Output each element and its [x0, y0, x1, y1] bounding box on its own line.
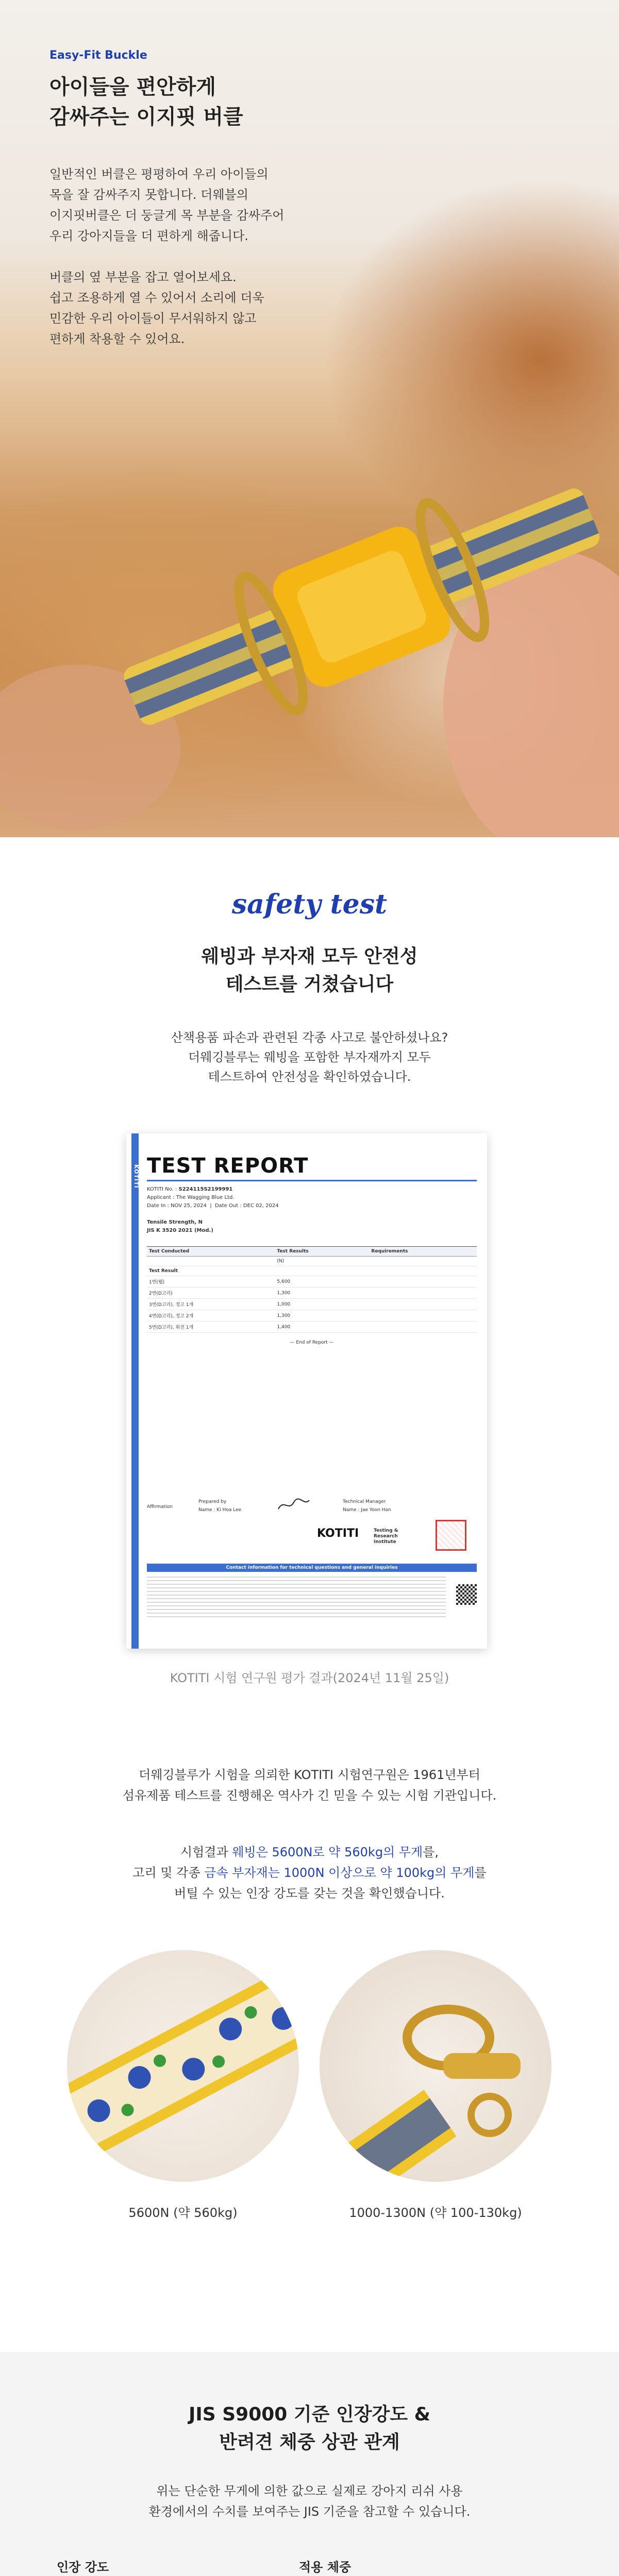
table-row — [147, 1310, 477, 1321]
report-value: 1,300 — [275, 1310, 369, 1321]
jis-header-strength: 인장 강도 — [52, 2548, 294, 2576]
report-no-label: KOTITI No. — [147, 1187, 174, 1192]
results-text: 를, — [423, 1845, 439, 1859]
jis-title: JIS S9000 기준 인장강도 & 반려견 체중 상관 관계 — [188, 2404, 431, 2453]
report-value: 1,000 — [275, 1299, 369, 1310]
results-text: 를 — [474, 1866, 487, 1880]
affirmation-label: Affirmation — [147, 1504, 173, 1510]
metal-ring-closeup-image — [320, 1950, 551, 2182]
date-out-label: Date Out — [214, 1203, 239, 1209]
results-text: 고리 및 각종 — [132, 1866, 205, 1880]
report-item: 5번(D고리), 회전 1개 — [147, 1321, 275, 1333]
results-text: 버틸 수 있는 인장 강도를 갖는 것을 확인했습니다. — [174, 1886, 445, 1901]
report-value: 1,400 — [275, 1321, 369, 1333]
hero-eyebrow: Easy-Fit Buckle — [49, 49, 147, 62]
test-name: Tensile Strength, N — [147, 1219, 203, 1225]
applicant-label: Applicant — [147, 1195, 171, 1200]
safety-script-title: safety test — [231, 889, 388, 920]
table-row — [147, 1276, 477, 1287]
report-value: 1,300 — [275, 1287, 369, 1299]
test-report-document — [126, 1133, 487, 1649]
report-results-table — [147, 1246, 477, 1333]
report-sidebar — [131, 1133, 139, 1649]
report-col-header: Test Results — [275, 1247, 369, 1257]
signature-image — [276, 1496, 312, 1514]
jis-header-weight: 적용 체중 — [294, 2548, 567, 2576]
report-end-note: — End of Report — — [290, 1340, 334, 1345]
report-no: S224115S2199991 — [178, 1187, 233, 1192]
table-row — [147, 1321, 477, 1333]
results-highlight-metal: 금속 부자재는 1000N 이상으로 약 100kg의 무게 — [204, 1866, 475, 1880]
tech-name: Name : Jae Yoon Han — [343, 1507, 391, 1513]
report-item: 1번(웹) — [147, 1276, 275, 1287]
report-item: 3번(D고리), 정고 1개 — [147, 1299, 275, 1310]
webbing-illustration — [67, 1950, 299, 2182]
report-col-header: Test Conducted — [147, 1247, 275, 1257]
prepared-by: Prepared by — [198, 1499, 227, 1504]
report-fine-print — [147, 1577, 446, 1618]
tech-manager: Technical Manager — [343, 1499, 386, 1504]
report-col-header: Requirements — [369, 1247, 477, 1257]
safety-section — [0, 837, 619, 1759]
report-side-brand: KOTITI — [133, 1164, 140, 1189]
results-text: 시험결과 — [180, 1845, 232, 1859]
webbing-strength-label: 5600N (약 560kg) — [128, 2206, 238, 2220]
report-caption: KOTITI 시험 연구원 평가 결과(2024년 11월 25일) — [170, 1671, 449, 1685]
hero-title-line2: 감싸주는 이지핏 버클 — [49, 105, 243, 129]
report-value: 5,600 — [275, 1276, 369, 1287]
hero-title — [49, 72, 243, 132]
jis-strength-table — [52, 2548, 567, 2576]
results-body — [0, 1842, 619, 1904]
jis-body: 위는 단순한 무게에 의한 값으로 실제로 강아지 리쉬 사용 환경에서의 수치를 보여주는 JIS 기준을 참고할 수 있습니다. — [148, 2484, 471, 2519]
hero-section — [0, 0, 619, 837]
jis-section — [0, 2352, 619, 2576]
institute-name: KOTITI — [317, 1527, 359, 1540]
safety-body: 산책용품 파손과 관련된 각종 사고로 불안하셨나요? 더웨깅블루는 웨빙을 포함한 부자재까지 모두 테스트하여 안전성을 확인하였습니다. — [171, 1030, 448, 1084]
institute-sub: Testing & Research Institute — [374, 1528, 398, 1545]
report-signature-block — [147, 1494, 477, 1556]
metal-ring-illustration — [320, 1950, 551, 2182]
report-unit: (N) — [275, 1257, 369, 1266]
hero-body: 일반적인 버클은 평평하여 우리 아이들의 목을 잘 감싸주지 못합니다. 더웨블의 이지핏버클은 더 둥글게 목 부분을 감싸주어 우리 강아지들을 더 편하게 해줍니다. 버클의 옆 부분을 잡고 열어보세요. 쉽고 조용하게 열 수 있어서 소리에 더욱 민감한 우리 아이들이 무서워하지 않고 편하게 착용할 수 있어요. — [49, 167, 285, 346]
report-contact-bar: Contact information for technical questions and general inquiries — [147, 1564, 477, 1572]
date-in-label: Date In — [147, 1203, 166, 1209]
report-divider — [147, 1180, 477, 1181]
official-stamp — [436, 1520, 466, 1551]
webbing-closeup-image — [67, 1950, 299, 2182]
report-content — [147, 1154, 477, 1570]
report-item: 4번(D고리), 정고 2개 — [147, 1310, 275, 1321]
table-row — [147, 1299, 477, 1310]
qr-code-icon — [456, 1584, 477, 1605]
institute-section — [0, 1759, 619, 2352]
report-item: 2번(D고리) — [147, 1287, 275, 1299]
applicant: The Wagging Blue Ltd. — [176, 1195, 235, 1200]
results-highlight-webbing: 웨빙은 5600N로 약 560kg의 무게 — [232, 1845, 423, 1859]
test-method: JIS K 3520 2021 (Mod.) — [147, 1228, 213, 1233]
institute-body: 더웨깅블루가 시험을 의뢰한 KOTITI 시험연구원은 1961년부터 섬유제품 테스트를 진행해온 역사가 긴 믿을 수 있는 시험 기관입니다. — [122, 1768, 497, 1803]
date-in: NOV 25, 2024 — [171, 1203, 207, 1209]
metal-strength-label: 1000-1300N (약 100-130kg) — [349, 2206, 522, 2220]
report-heading: TEST REPORT — [147, 1154, 309, 1178]
report-meta: KOTITI No. : S224115S2199991 Applicant : The Wagging Blue Ltd. Date In : NOV 25, 2024 | Date Out : DEC 02, 2024 Tensile Strength, N JIS K 3520 2021 (Mod.) — [147, 1187, 279, 1233]
report-result-label: Test Result — [147, 1266, 275, 1276]
table-row — [147, 1287, 477, 1299]
hero-title-line1: 아이들을 편안하게 — [49, 75, 216, 99]
safety-title: 웨빙과 부자재 모두 안전성 테스트를 거쳤습니다 — [201, 946, 418, 995]
date-out: DEC 02, 2024 — [243, 1203, 279, 1209]
prepared-name: Name : Ki Hoa Lee — [198, 1507, 242, 1513]
